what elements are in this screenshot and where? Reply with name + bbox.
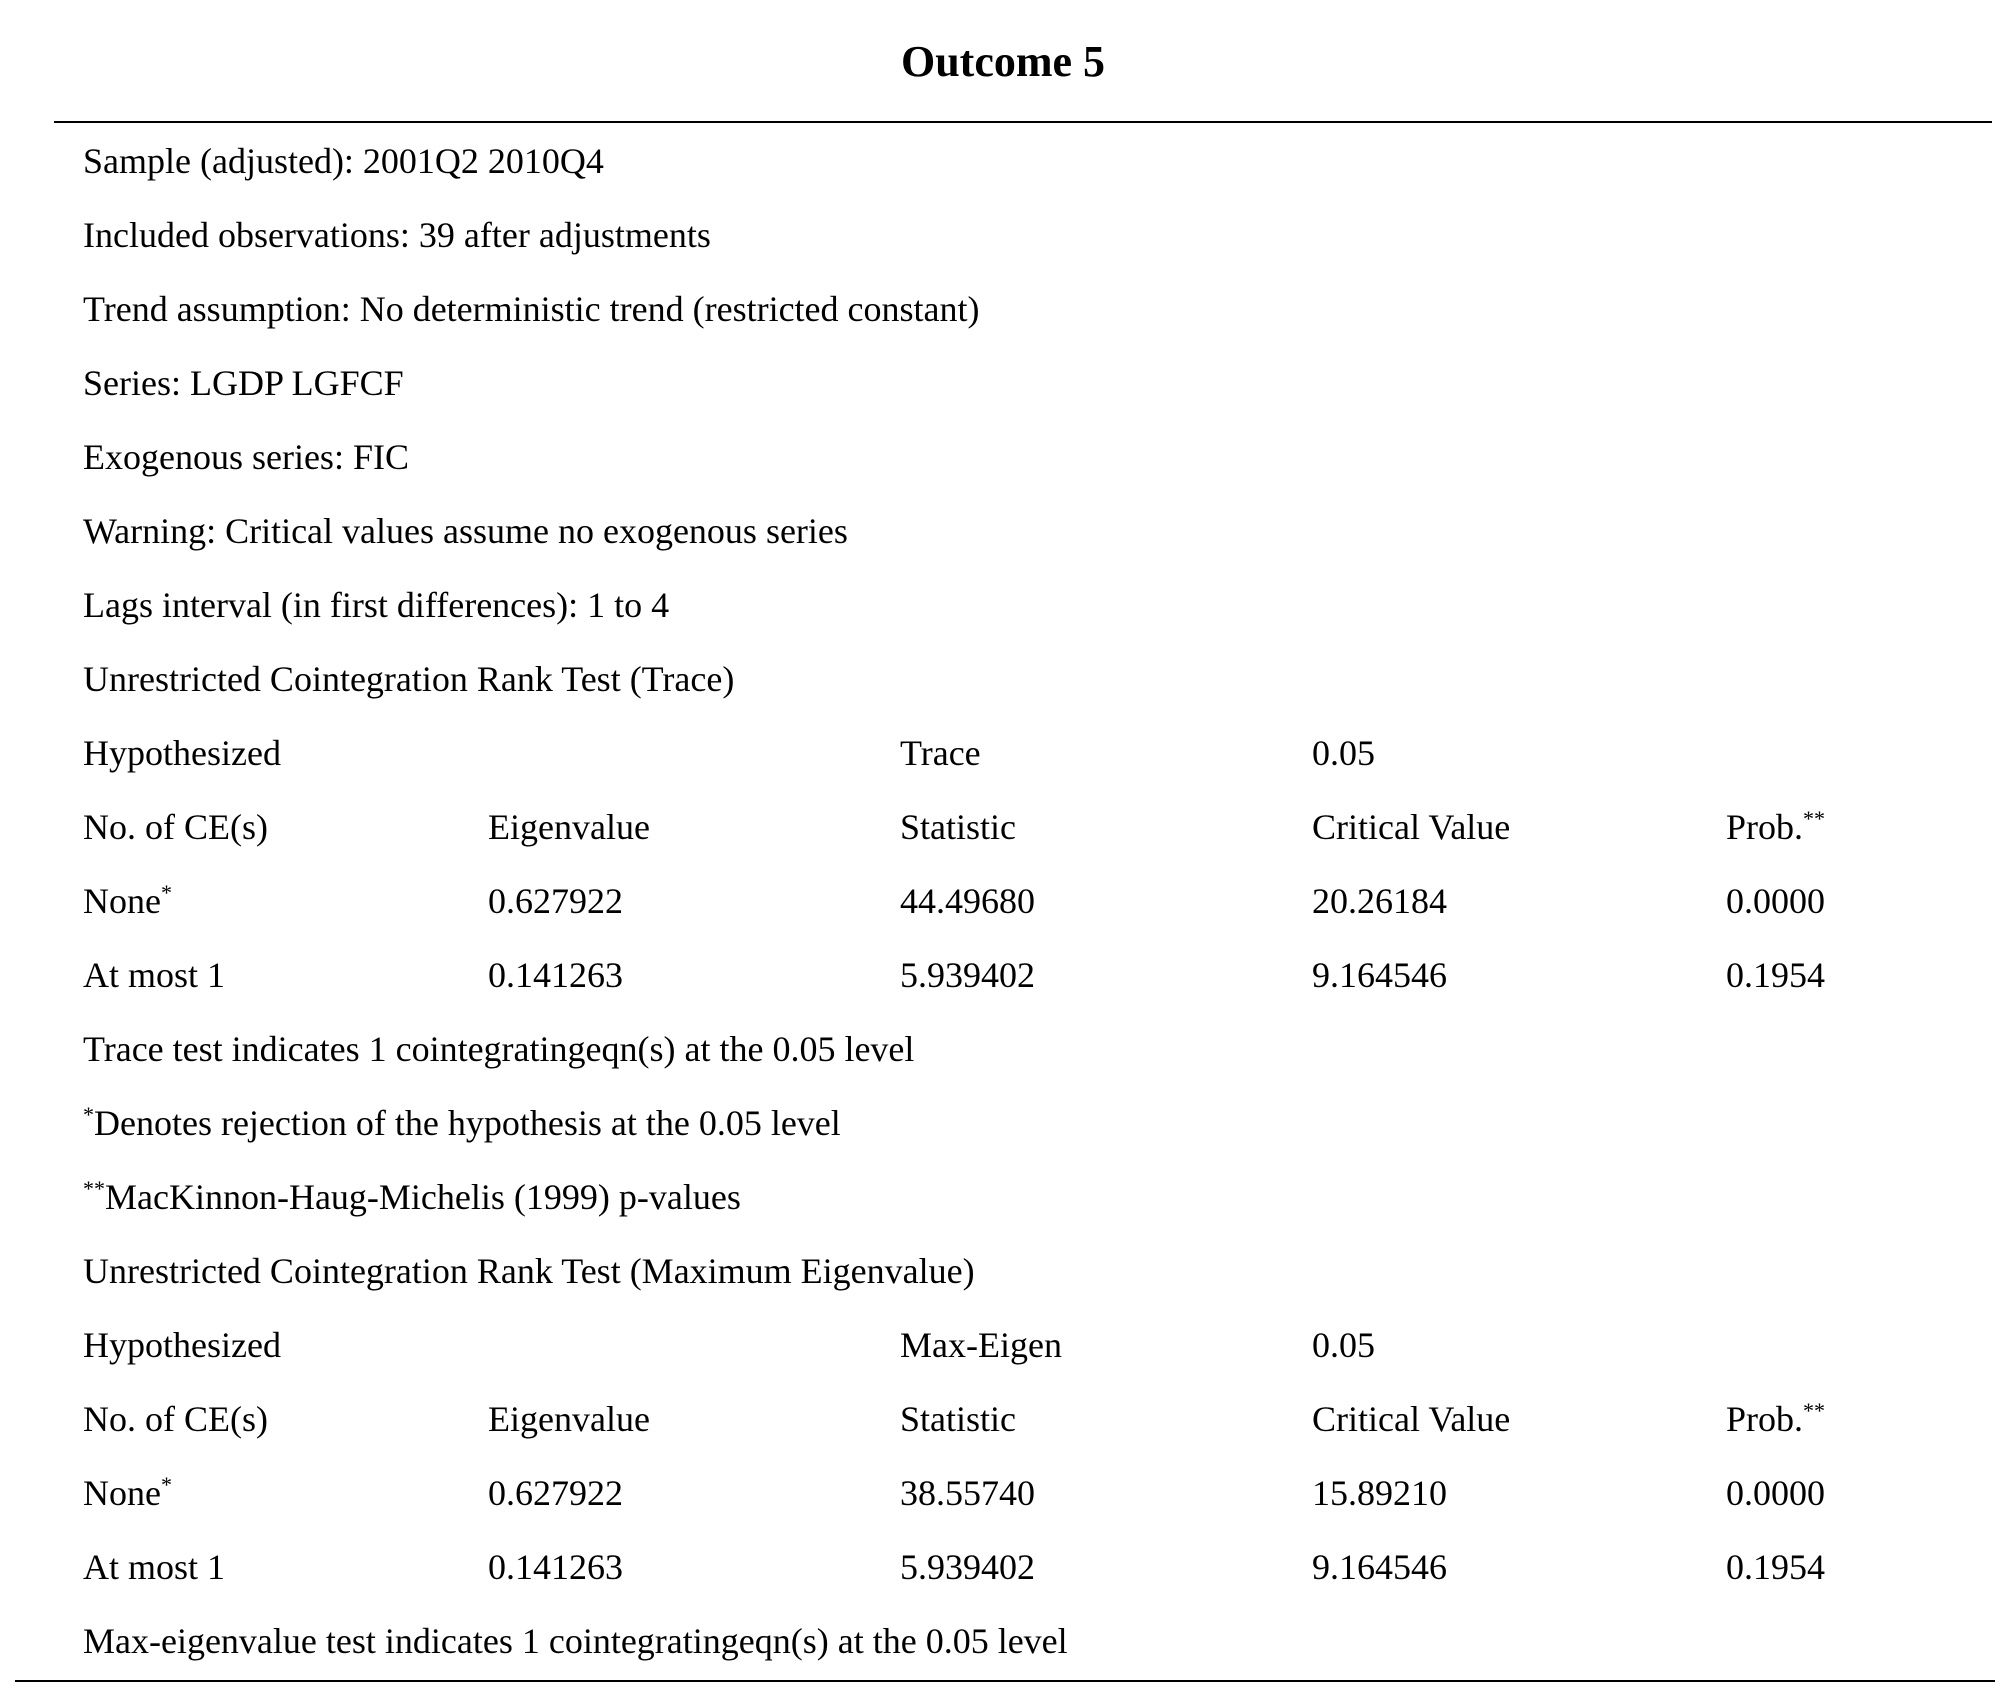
sample-line: Sample (adjusted): 2001Q2 2010Q4 <box>83 141 604 181</box>
trace-row-1-eigenvalue: 0.627922 <box>488 881 623 921</box>
max-eigen-row-1-statistic: 38.55740 <box>900 1473 1035 1513</box>
max-eigen-header-statistic: Statistic <box>900 1399 1016 1439</box>
max-eigen-header-row-1 <box>0 1321 2006 1369</box>
trace-row-1-critical-value: 20.26184 <box>1312 881 1447 921</box>
max-eigen-header-row-2 <box>0 1395 2006 1443</box>
table-row <box>0 951 2006 999</box>
max-eigen-header-max-eigen: Max-Eigen <box>900 1325 1062 1365</box>
trace-header-row-2 <box>0 803 2006 851</box>
max-eigen-header-no-ce: No. of CE(s) <box>83 1399 268 1439</box>
footnote-rejection-marker: * <box>83 1102 94 1127</box>
series-line: Series: LGDP LGFCF <box>83 363 404 403</box>
trace-header-prob-sup: ** <box>1803 806 1826 831</box>
max-eigen-row-2-critical-value: 9.164546 <box>1312 1547 1447 1587</box>
max-eigen-header-prob-sup: ** <box>1803 1398 1826 1423</box>
table-row <box>0 877 2006 925</box>
lags-line: Lags interval (in first differences): 1 to 4 <box>83 585 670 625</box>
max-eigen-row-2-statistic: 5.939402 <box>900 1547 1035 1587</box>
footnote-rejection-text: Denotes rejection of the hypothesis at the 0.05 level <box>94 1103 841 1143</box>
max-eigen-header-level: 0.05 <box>1312 1325 1375 1365</box>
trace-header-no-ce: No. of CE(s) <box>83 807 268 847</box>
max-eigen-header-prob <box>1726 1395 1825 1443</box>
document-title: Outcome 5 <box>900 37 1106 86</box>
trace-row-2-statistic: 5.939402 <box>900 955 1035 995</box>
max-eigen-header-eigenvalue: Eigenvalue <box>488 1399 650 1439</box>
footnote-pvalues-marker: ** <box>83 1176 105 1201</box>
trace-header-prob <box>1726 803 1825 851</box>
footnote-pvalues <box>83 1173 741 1221</box>
bottom-rule <box>15 1680 1995 1682</box>
table-row <box>0 1543 2006 1591</box>
warning-line: Warning: Critical values assume no exogenous series <box>83 511 848 551</box>
max-eigen-row-2-eigenvalue: 0.141263 <box>488 1547 623 1587</box>
trace-row-2-critical-value: 9.164546 <box>1312 955 1447 995</box>
trace-test-heading: Unrestricted Cointegration Rank Test (Trace) <box>83 659 735 699</box>
max-eigen-row-1-hypothesis <box>83 1469 172 1517</box>
max-eigen-header-prob-label: Prob. <box>1726 1399 1804 1439</box>
max-eigen-conclusion: Max-eigenvalue test indicates 1 cointegratingeqn(s) at the 0.05 level <box>83 1621 1068 1661</box>
trace-header-level: 0.05 <box>1312 733 1375 773</box>
max-eigen-row-2-prob: 0.1954 <box>1726 1547 1825 1587</box>
trace-row-1-marker: * <box>160 880 172 905</box>
observations-line: Included observations: 39 after adjustments <box>83 215 711 255</box>
trace-row-2-prob: 0.1954 <box>1726 955 1825 995</box>
trace-row-1-prob: 0.0000 <box>1726 881 1825 921</box>
trace-conclusion: Trace test indicates 1 cointegratingeqn(s) at the 0.05 level <box>83 1029 915 1069</box>
trace-row-1-hypothesis <box>83 877 172 925</box>
trace-row-2-eigenvalue: 0.141263 <box>488 955 623 995</box>
trace-row-1-statistic: 44.49680 <box>900 881 1035 921</box>
trace-row-1-hypothesis-label: None <box>83 881 161 921</box>
trace-header-trace: Trace <box>900 733 981 773</box>
max-eigen-header-critical-value: Critical Value <box>1312 1399 1511 1439</box>
top-rule <box>54 121 1992 123</box>
trace-header-prob-label: Prob. <box>1726 807 1804 847</box>
trace-row-2-hypothesis: At most 1 <box>83 955 226 995</box>
max-eigen-test-heading: Unrestricted Cointegration Rank Test (Maximum Eigenvalue) <box>83 1251 975 1291</box>
trace-header-row-1 <box>0 729 2006 777</box>
exogenous-line: Exogenous series: FIC <box>83 437 409 477</box>
table-row <box>0 1469 2006 1517</box>
max-eigen-row-1-critical-value: 15.89210 <box>1312 1473 1447 1513</box>
max-eigen-row-1-prob: 0.0000 <box>1726 1473 1825 1513</box>
trace-header-critical-value: Critical Value <box>1312 807 1511 847</box>
max-eigen-row-1-marker: * <box>160 1472 172 1497</box>
max-eigen-row-2-hypothesis: At most 1 <box>83 1547 226 1587</box>
max-eigen-row-1-hypothesis-label: None <box>83 1473 161 1513</box>
trace-header-hypothesized: Hypothesized <box>83 733 281 773</box>
trace-header-statistic: Statistic <box>900 807 1016 847</box>
footnote-pvalues-text: MacKinnon-Haug-Michelis (1999) p-values <box>105 1177 741 1217</box>
trend-line: Trend assumption: No deterministic trend (restricted constant) <box>83 289 980 329</box>
max-eigen-row-1-eigenvalue: 0.627922 <box>488 1473 623 1513</box>
max-eigen-header-hypothesized: Hypothesized <box>83 1325 281 1365</box>
footnote-rejection <box>83 1099 841 1147</box>
trace-header-eigenvalue: Eigenvalue <box>488 807 650 847</box>
